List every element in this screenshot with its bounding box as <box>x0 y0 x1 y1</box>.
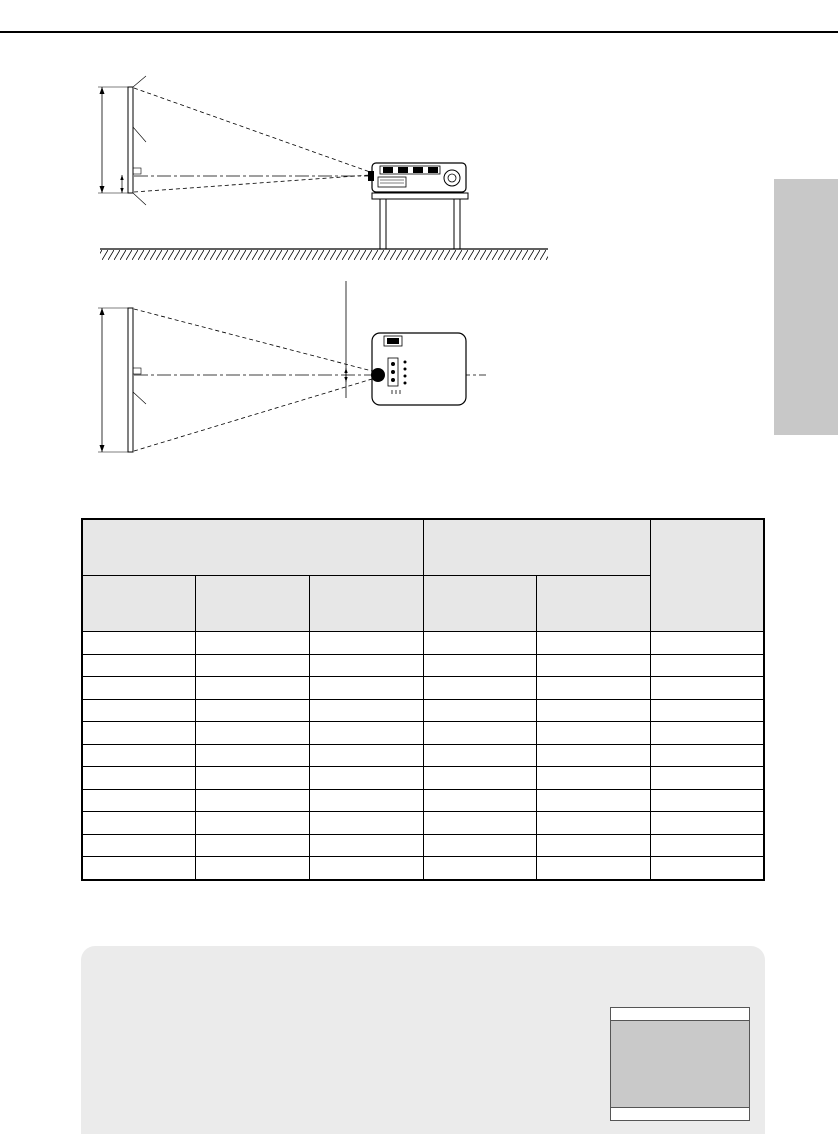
table-row <box>82 812 764 835</box>
header-group-3 <box>650 519 764 632</box>
screen-aspect-icon <box>610 1007 750 1121</box>
table-row <box>82 789 764 812</box>
table-row <box>82 857 764 880</box>
table-row <box>82 834 764 857</box>
sub-header-3 <box>309 576 423 632</box>
table-row <box>82 654 764 677</box>
sub-header-1 <box>82 576 195 632</box>
table-row <box>82 767 764 790</box>
sub-header-4 <box>423 576 536 632</box>
table-stand-icon <box>372 193 468 249</box>
table-row <box>82 744 764 767</box>
projector-side-view-icon <box>368 163 466 192</box>
table-body <box>82 632 764 881</box>
throw-distance-table <box>81 518 763 881</box>
note-box <box>81 946 765 1134</box>
header-group-1 <box>82 519 423 576</box>
header-group-2 <box>423 519 650 576</box>
letterbox-top-bar <box>611 1008 749 1021</box>
table-row <box>82 722 764 745</box>
image-area <box>611 1021 749 1107</box>
table-row <box>82 632 764 655</box>
table-row <box>82 677 764 700</box>
spec-table <box>81 518 765 881</box>
screen-icon <box>128 87 133 193</box>
projector-top-view-icon <box>371 333 466 405</box>
table-row <box>82 699 764 722</box>
letterbox-bottom-bar <box>611 1107 749 1120</box>
sub-header-5 <box>536 576 650 632</box>
side-view <box>98 76 548 260</box>
sub-header-2 <box>195 576 309 632</box>
top-view <box>98 281 486 452</box>
projection-diagram <box>0 0 838 470</box>
